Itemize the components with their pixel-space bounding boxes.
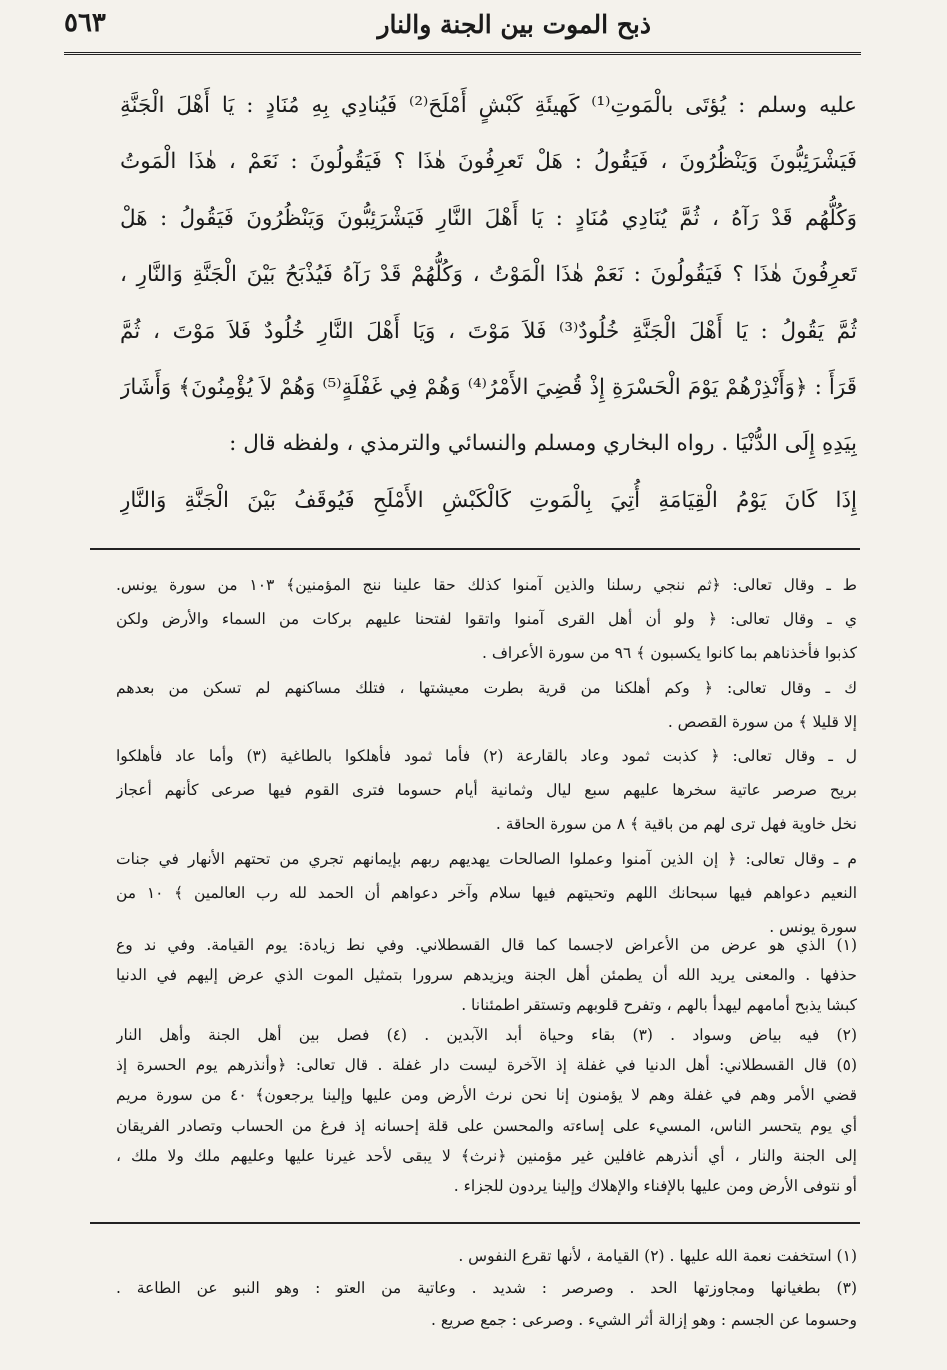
footnote-line: ل ـ وقال تعالى: ﴿ كذبت ثمود وعاد بالقارعة (٢) فأما ثمود فأهلكوا بالطاغية (٣) وأما عاد فأهلكوا <box>116 746 857 765</box>
footnote-line: النعيم دعواهم فيها سبحانك اللهم وتحيتهم فيها سلام وآخر دعواهم أن الحمد لله رب العالمين ﴾ ١٠ من <box>116 883 857 902</box>
footnote-line: نخل خاوية فهل ترى لهم من باقية ﴾ ٨ من سورة الحاقة . <box>495 815 857 834</box>
footnote-line: ي ـ وقال تعالى: ﴿ ولو أن أهل القرى آمنوا واتقوا لفتحنا عليهم بركات من السماء والأرض ولكن <box>116 610 857 629</box>
hadith-line: إِذَا كَانَ يَوْمُ الْقِيَامَةِ أُتِيَ بِالْمَوتِ كَالْكَبْشِ الأَمْلَحِ فَيُوقَفُ بَيْنَ الْجَنَّةِ وَالنَّارِ <box>120 487 857 513</box>
hadith-line: قَرَأَ : ﴿وَأَنْذِرْهُمْ يَوْمَ الْحَسْرَةِ إِذْ قُضِيَ الأَمْرُ⁽⁴⁾ وَهُمْ فِي غَفْلَةٍ⁽⁵⁾ وَهُمْ لاَ يُؤْمِنُونَ﴾ وَأَشَارَ <box>120 374 857 400</box>
footnote-line: (٥) قال القسطلاني: أهل الدنيا في غفلة إذ الآخرة ليست دار غفلة . قال تعالى: ﴿وأنذرهم يوم الحسرة إذ <box>116 1056 857 1075</box>
glossary-footnotes <box>116 1240 857 1336</box>
hadith-line: فَيَشْرَئِبُّونَ وَيَنْظُرُونَ ، فَيَقُولُ : هَلْ تَعرِفُونَ هٰذَا ؟ فَيَقُولُونَ : نَعَمْ ، هٰذَا الْمَوتُ <box>120 149 857 175</box>
footnote-line: وحسوما عن الجسم : وهو إزالة أثر الشيء . وصرعى : جمع صريع . <box>431 1311 857 1329</box>
running-title: ذبح الموت بين الجنة والنار <box>377 10 651 39</box>
footnote-line: سورة يونس . <box>769 917 857 936</box>
footnote-line: ك ـ وقال تعالى: ﴿ وكم أهلكنا من قرية بطرت معيشتها ، فتلك مساكنهم لم تسكن من بعدهم <box>116 678 857 697</box>
quran-references <box>116 568 857 944</box>
page-number: ٥٦٣ <box>64 8 106 38</box>
footnote-line: (٢) فيه بياض وسواد . (٣) بقاء وحياة أبد الآبدين . (٤) فصل بين أهل الجنة وأهل النار <box>116 1026 857 1045</box>
footnote-divider <box>90 548 860 550</box>
footnote-line: قضي الأمر وهم في غفلة وهم لا يؤمنون إنا نحن نرث الأرض ومن عليها وإلينا يرجعون﴾ ٤٠ من سورة مريم <box>116 1086 857 1105</box>
hadith-line: بِيَدِهِ إِلَى الدُّنْيَا . رواه البخاري ومسلم والنسائي والترمذي ، ولفظه قال : <box>229 431 857 457</box>
footnote-line: أي يوم يتحسر الناس، المسيء على إساءته والمحسن على قلة إحسانه إذ فرغ من الحساب وتصادر الفريقان <box>116 1116 857 1135</box>
hadith-text <box>120 78 857 529</box>
hadith-footnotes <box>116 930 857 1201</box>
footnote-line: (١) استخفت نعمة الله عليها . (٢) القيامة ، لأنها تقرع النفوس . <box>458 1247 857 1265</box>
footnote-line: م ـ وقال تعالى: ﴿ إن الذين آمنوا وعملوا الصالحات يهديهم ربهم بإيمانهم تجري من تحتهم الأنهار في جنات <box>116 849 857 868</box>
footnote-line: إلا قليلا ﴾ من سورة القصص . <box>667 712 857 731</box>
hadith-line: عليه وسلم : يُؤتَى بالْمَوتِ⁽¹⁾ كَهيئَةِ كَبْشٍ أَمْلَحَ⁽²⁾ فَيُنادِي بِهِ مُنَادٍ : يَا أَهْلَ الْجَنَّةِ <box>120 93 857 118</box>
hadith-line: تَعرِفُونَ هٰذَا ؟ فَيَقُولُونَ : نَعَمْ هٰذَا الْمَوْتُ ، وَكُلُّهُمْ قَدْ رَآهُ فَيُذْبَحُ بَيْنَ الْجَنَّةِ وَالنَّارِ ، <box>120 262 857 288</box>
header-rule <box>64 52 861 55</box>
page-header <box>64 8 861 48</box>
hadith-line: وَكُلُّهُم قَدْ رَآهُ ، ثُمَّ يُنَادِي مُنَادٍ : يَا أَهْلَ النَّارِ فَيَشْرَئِبُّونَ وَيَنْظُرُونَ فَيَقُولُ : هَلْ <box>120 205 857 231</box>
footnote-line: (١) الذي هو عرض من الأعراض لاجسما كما قال القسطلاني. وفي نط زيادة: يوم القيامة. وفي ند وع <box>116 936 857 954</box>
footnote-line: كذبوا فأخذناهم بما كانوا يكسبون ﴾ ٩٦ من سورة الأعراف . <box>482 644 857 663</box>
footnote-line: كبشا يذبح أمامهم ليهدأ بالهم ، وتفرح قلوبهم وتستقر اطمئنانا . <box>461 996 857 1015</box>
footnote-line: بريح صرصر عاتية سخرها عليهم سبع ليال وثمانية أيام حسوما فترى القوم فيها صرعى كأنهم أعجاز <box>116 781 857 800</box>
footnote-line: (٣) بطغيانها ومجاوزتها الحد . وصرصر : شديد . وعاتية من العتو : وهو النبو عن الطاعة . <box>116 1279 857 1297</box>
footnote-line: ط ـ وقال تعالى: ﴿ثم ننجي رسلنا والذين آمنوا كذلك حقا علينا ننج المؤمنين﴾ ١٠٣ من سورة يونس. <box>116 576 857 594</box>
footnote-line: حذفها . والمعنى يريد الله أن يطمئن أهل الجنة ويزيدهم سرورا بتمثيل الموت الذي عرض إليهم في الدنيا <box>116 966 857 985</box>
footnote-divider <box>90 1222 860 1224</box>
footnote-line: أو نتوفى الأرض ومن عليها بالإفناء والإهلاك وإلينا يردون للجزاء . <box>453 1176 857 1195</box>
hadith-line: ثُمَّ يَقُولُ : يَا أَهْلَ الْجَنَّةِ خُلُودٌ⁽³⁾ فَلاَ مَوْتَ ، وَيَا أَهْلَ النَّارِ خُلُودٌ فَلاَ مَوْتَ ، ثُمَّ <box>120 318 857 344</box>
footnote-line: إلى الجنة والنار ، أي أنذرهم غافلين غير مؤمنين ﴿نرث﴾ لا يبقى لأحد غيرنا عليها وعليهم ملك ولا ملك ، <box>116 1146 857 1165</box>
